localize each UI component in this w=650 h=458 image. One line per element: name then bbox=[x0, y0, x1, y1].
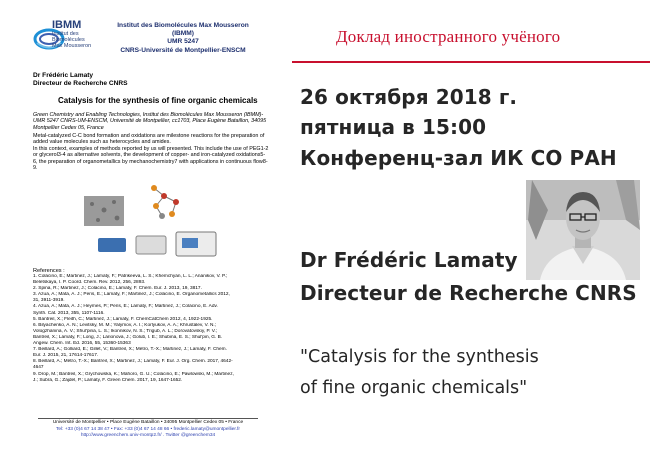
abstract-paragraph-2: In this context, examples of methods reported by us will presented. This include the use of PEG1-2 or glycerol3-4 as alternative solvents, the development of copper- and iron-catalyzed oxidations5-6, the preparation of organometallics by mechanochemistry7 with applications in continuous flow8-9. bbox=[33, 145, 269, 172]
references-list bbox=[33, 274, 269, 384]
abstract-paragraph-1: Metal-catalyzed C-C bond formation and oxidations are milestone reactions for the preparation of added value molecules such as heterocycles and amides. bbox=[33, 133, 265, 146]
reference-line: 31, 3911-3919. bbox=[33, 298, 65, 304]
reference-line: 9. Drop, M.; Bantreil, X.; Grychowska, K.; Mahoro, G. U.; Colacino, E.; Pawlowski, M.; Martinez, bbox=[33, 371, 234, 377]
reference-line: Synth. Cat. 2013, 355, 1107-1116. bbox=[33, 310, 105, 316]
logo-line-1: Institut des bbox=[52, 31, 79, 37]
abstract-document bbox=[0, 0, 282, 458]
institute-block bbox=[108, 22, 258, 55]
footer-address: Université de Montpellier • Place Eugène Bataillon • 34095 Montpellier Cedex 05 • France bbox=[52, 420, 244, 425]
reference-line: 4647 bbox=[33, 365, 44, 371]
institute-line-2: (IBMM) bbox=[172, 30, 194, 38]
doc-author-position: Directeur de Recherche CNRS bbox=[33, 80, 128, 87]
doc-abstract bbox=[33, 133, 269, 171]
header-divider bbox=[292, 61, 650, 63]
doc-affiliation: Green Chemistry and Enabling Technologies, Institut des Biomolécules Max Mousseron (IBMM)-UMR 5247 CNRS-UM-ENSCM, Université de Montpellier, cc1703, Place Eugène Bataillon, 34095 Montpellier Cedex 05, France bbox=[33, 112, 267, 131]
talk-title-line-2: of fine organic chemicals" bbox=[300, 378, 528, 398]
institute-line-1: Institut des Biomolécules Max Mousseron bbox=[117, 22, 249, 29]
reference-line: 3. Azua, A.; Mata, A. J.; Peris, E.; Lamaty, F.; Martinez, J.; Colacino, E. Organometallics 2012, bbox=[33, 292, 230, 298]
event-time: пятница в 15:00 bbox=[300, 115, 487, 139]
speaker-name: Dr Frédéric Lamaty bbox=[300, 248, 518, 272]
reference-line: Eur. J. 2015, 21, 17614-17617. bbox=[33, 353, 99, 359]
reference-line: 1. Colacino, E.; Martinez, J.; Lamaty, F.; Patrikeeva, L. S.; Khemchyan, L. L.; Ananikov, V. P.; bbox=[33, 274, 228, 279]
footer-contact[interactable]: Tel: +33 (0)4 67 14 38 47 • Fax: +33 (0)4 67 14 48 66 • frederic.lamaty@umontpellier.fr bbox=[56, 426, 240, 432]
reference-line: J.; Subra, G.; Zajdel, P.; Lamaty, F. Green Chem. 2017, 19, 1647-1652. bbox=[33, 377, 183, 383]
references-title: References : bbox=[33, 268, 65, 274]
speaker-photo-icon bbox=[526, 180, 640, 280]
reference-line: Angew. Chem. Int. Ed. 2016, 55, 15360-15363 bbox=[33, 341, 131, 347]
doc-author bbox=[33, 72, 128, 88]
abstract-figure-icon bbox=[84, 180, 224, 264]
reference-line: 6. Bilyachenko, A. N.; Levitsky, M. M.; Yalymov, A. I.; Korlyukov, A. A.; Khrustalev, V. N.; bbox=[33, 322, 217, 328]
doc-title: Catalysis for the synthesis of fine organic chemicals bbox=[58, 96, 258, 105]
reference-line: 2. Spina, R.; Martinez, J.; Colacino, E.; Lamaty, F. Chem. Eur. J. 2013, 19, 3817. bbox=[33, 286, 202, 292]
doc-author-name: Dr Frédéric Lamaty bbox=[33, 72, 94, 79]
institute-line-3: UMR 5247 bbox=[167, 38, 199, 46]
logo-text bbox=[52, 20, 91, 49]
reference-line: Beletskaya, I. P. Coord. Chem. Rev. 2012, 256, 2893. bbox=[33, 280, 146, 286]
logo-line-3: Max Mousseron bbox=[52, 43, 92, 49]
report-header: Доклад иностранного учёного bbox=[336, 27, 561, 46]
talk-title-line-1: "Catalysis for the synthesis bbox=[300, 347, 539, 367]
reference-line: Bantreil, X.; Lamaty, F.; Long, J.; Larionova, J.; Golub, I. E.; Shubina, E. S.; Shul'pin, G. B. bbox=[33, 334, 223, 340]
reference-line: 7. Beillard, A.; Golliard, E.; Gillet, V.; Bantreil, X.; Métro, T.-X.; Martinez, J.; Lamaty, F. Chem. bbox=[33, 347, 227, 353]
speaker-position: Directeur de Recherche CNRS bbox=[300, 281, 637, 305]
footer-web[interactable]: http://www.greenchem.univ-montp2.fr/ . Twitter @greenchem34 bbox=[80, 433, 216, 439]
doc-footer bbox=[38, 418, 258, 440]
logo-line-2: Biomolécules bbox=[52, 37, 85, 43]
event-venue: Конференц-зал ИК СО РАН bbox=[300, 146, 617, 170]
logo-name: IBMM bbox=[52, 19, 82, 31]
reference-line: 8. Beillard, A.; Métro, T.-X.; Bantreil, X.; Martinez, J.; Lamaty, F. Eur. J. Org. Chem. 2017, 4642- bbox=[33, 359, 233, 365]
reference-line: 5. Bantreil, X.; Fleith, C.; Martinez, J.; Lamaty, F. ChemCatChem 2012, 4, 1922-1925. bbox=[33, 316, 213, 322]
reference-line: 4. Azua, A.; Mata, A. J.; Heymes, P.; Peris, E.; Lamaty, F.; Martinez, J.; Colacino, E. Adv. bbox=[33, 304, 218, 310]
institute-line-4: CNRS-Université de Montpellier-ENSCM bbox=[120, 46, 246, 54]
event-date: 26 октября 2018 г. bbox=[300, 85, 518, 109]
reference-line: Vologzhanina, A. V.; Shul'pina, L. S.; Ikonnikov, N. S.; Trigub, A. L.; Dorovatovskiy, P. V.; bbox=[33, 328, 218, 334]
